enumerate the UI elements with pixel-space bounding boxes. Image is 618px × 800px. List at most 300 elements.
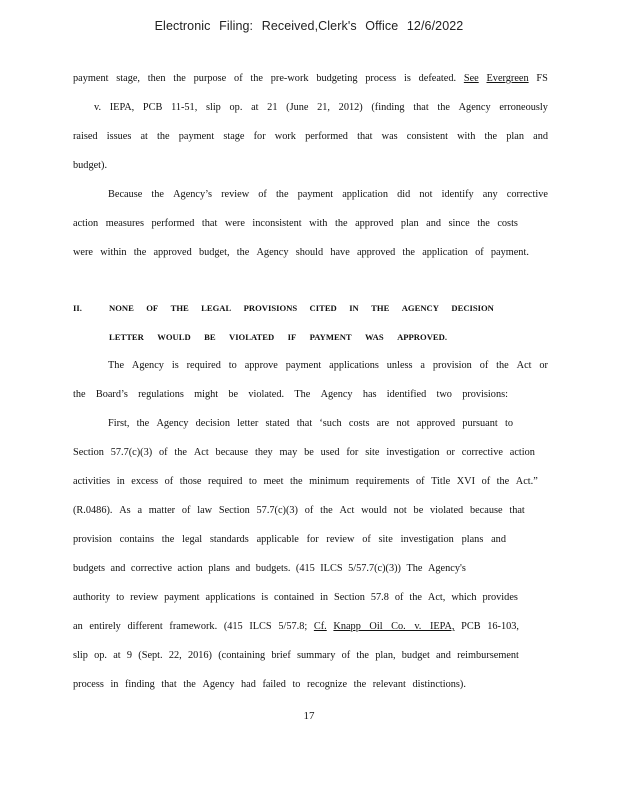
word: Section — [73, 447, 104, 458]
text-line — [73, 246, 529, 260]
word: was — [381, 131, 398, 142]
word: payment — [285, 360, 322, 371]
word: 57.7(c)(3) — [256, 505, 298, 516]
word: 9 — [126, 650, 133, 661]
word: not — [393, 505, 407, 516]
word: not — [419, 189, 433, 200]
word: the — [73, 389, 86, 400]
case-name: Knapp Oil Co. v. IEPA, — [333, 621, 455, 632]
word: AGENCY — [401, 303, 439, 313]
word: should — [295, 247, 324, 258]
word: approved — [416, 418, 456, 429]
word: activities — [73, 476, 111, 487]
filing-header: Electronic Filing: Received,Clerk's Office 12/6/2022 — [154, 19, 464, 33]
word: the — [484, 131, 498, 142]
word: the — [402, 247, 416, 258]
word: IF — [287, 332, 297, 342]
word: budgets. — [255, 563, 291, 574]
text-line — [73, 533, 506, 547]
word: stage — [223, 131, 245, 142]
word: be — [304, 447, 314, 458]
word: payment. — [490, 247, 529, 258]
word: did — [397, 189, 411, 200]
word: ILCS — [320, 563, 343, 574]
text-line — [73, 130, 548, 144]
word: and — [533, 131, 548, 142]
word: Agency — [256, 247, 289, 258]
word: regulations — [138, 389, 184, 400]
text-line — [73, 388, 508, 402]
word: application — [422, 247, 468, 258]
word: used — [320, 447, 340, 458]
word: might — [194, 389, 219, 400]
word: costs — [497, 218, 518, 229]
word: an — [73, 621, 83, 632]
word: THE — [170, 303, 189, 313]
word: violated. — [248, 389, 285, 400]
word: Board’s — [95, 389, 128, 400]
word: they — [254, 447, 273, 458]
word: v. — [94, 102, 102, 113]
word: inconsistent — [252, 218, 302, 229]
word: op. — [229, 102, 243, 113]
word: of — [362, 534, 371, 545]
word: of — [479, 360, 489, 371]
word: approved — [355, 218, 394, 229]
word: meet — [263, 476, 284, 487]
word: for — [346, 447, 359, 458]
word: (415 — [223, 621, 243, 632]
text-line — [73, 591, 518, 605]
word: had — [241, 679, 256, 690]
word: Agency's — [427, 563, 466, 574]
word: of — [164, 476, 174, 487]
word: brief — [271, 650, 291, 661]
word: be — [413, 505, 424, 516]
word: action — [509, 447, 535, 458]
word: applicable — [256, 534, 299, 545]
word: stated — [265, 418, 290, 429]
word: 21 — [267, 102, 278, 113]
word: investigation — [400, 534, 454, 545]
word: the — [250, 73, 263, 84]
word: or — [539, 360, 548, 371]
word: VIOLATED — [229, 332, 275, 342]
word: the — [136, 418, 150, 429]
word: of — [181, 505, 191, 516]
word: different — [127, 621, 163, 632]
word: the — [174, 447, 188, 458]
word: that — [509, 505, 525, 516]
word: is — [403, 73, 411, 84]
word: payment — [178, 131, 215, 142]
word: provision — [432, 360, 472, 371]
word: As — [119, 505, 131, 516]
text-line — [108, 359, 548, 373]
word: Act — [193, 447, 209, 458]
word: in — [116, 476, 125, 487]
word: be — [228, 389, 239, 400]
word: those — [179, 476, 202, 487]
word: with — [309, 218, 328, 229]
word: payment — [164, 592, 200, 603]
word: budget — [401, 650, 430, 661]
word: the — [496, 360, 509, 371]
word: plan — [400, 218, 419, 229]
word: review — [130, 592, 159, 603]
word: letter — [237, 418, 259, 429]
word: within — [100, 247, 127, 258]
word: identified — [386, 389, 427, 400]
word: would — [361, 505, 387, 516]
word: (finding — [371, 102, 405, 113]
word: of — [475, 247, 484, 258]
word: APPROVED. — [397, 332, 447, 342]
word: 57.8 — [370, 592, 389, 603]
word: consistent — [406, 131, 448, 142]
word: Agency’s — [173, 189, 213, 200]
word: 57.7(c)(3) — [110, 447, 153, 458]
word: budget, — [198, 247, 230, 258]
word: ILCS — [249, 621, 272, 632]
word: required — [208, 476, 243, 487]
word: NONE — [109, 303, 134, 313]
word: Act.” — [515, 476, 538, 487]
document-body — [73, 72, 548, 702]
word: in — [320, 592, 329, 603]
word: (R.0486). — [73, 505, 113, 516]
word: of — [341, 650, 351, 661]
word: of — [304, 505, 314, 516]
section-heading-row-1 — [109, 301, 494, 315]
word: WOULD — [157, 332, 191, 342]
word: any — [482, 189, 498, 200]
word: budgeting — [316, 73, 358, 84]
word: for — [253, 131, 266, 142]
word: or — [446, 447, 455, 458]
word: of — [159, 447, 168, 458]
word: that — [357, 131, 373, 142]
word: and — [491, 534, 506, 545]
word: is — [261, 592, 269, 603]
word: ‘such — [319, 418, 342, 429]
word: a — [137, 505, 143, 516]
citation-signal: See — [463, 73, 479, 84]
word: distinctions). — [412, 679, 466, 690]
word: at — [140, 131, 148, 142]
word: the — [334, 218, 348, 229]
word: and — [110, 563, 126, 574]
word: plans — [461, 534, 484, 545]
word: The — [294, 389, 311, 400]
word: the — [320, 505, 333, 516]
word: because — [215, 447, 249, 458]
word: pursuant — [462, 418, 498, 429]
word: PCB — [142, 102, 163, 113]
word: the — [437, 102, 450, 113]
word: site — [365, 447, 380, 458]
word: (June — [286, 102, 309, 113]
word: decision — [195, 418, 230, 429]
word: provides — [482, 592, 518, 603]
word: Act, — [427, 592, 446, 603]
word: of — [415, 476, 425, 487]
word: in — [110, 679, 119, 690]
text-line — [73, 446, 535, 460]
text-line — [73, 504, 525, 518]
word: plans — [208, 563, 230, 574]
word: contains — [119, 534, 154, 545]
text-line — [73, 475, 538, 489]
word: approved — [153, 247, 192, 258]
word: approved — [356, 247, 396, 258]
section-heading-row-2 — [109, 330, 447, 344]
section-number: II. — [73, 303, 82, 313]
word: corrective — [506, 189, 548, 200]
word: reimbursement — [457, 650, 519, 661]
word: work — [274, 131, 296, 142]
text-span: budget). — [73, 160, 108, 171]
word: payment — [73, 73, 109, 84]
word: and — [436, 650, 451, 661]
word: process — [73, 679, 104, 690]
word: OF — [146, 303, 159, 313]
word: Act — [339, 505, 355, 516]
word: Because — [108, 189, 143, 200]
word: payment — [297, 189, 334, 200]
word: CITED — [309, 303, 337, 313]
word: the — [183, 679, 196, 690]
word: The — [406, 563, 423, 574]
word: unless — [386, 360, 413, 371]
text-line — [73, 562, 466, 576]
word: action — [177, 563, 203, 574]
text-line — [73, 620, 519, 634]
word: of — [394, 592, 404, 603]
word: of — [258, 189, 267, 200]
page-number: 17 — [303, 710, 315, 722]
word: defeated. — [418, 73, 457, 84]
word: purpose — [193, 73, 227, 84]
word: the — [353, 679, 367, 690]
word: Title — [431, 476, 451, 487]
text-line — [94, 101, 548, 115]
word: (containing — [218, 650, 266, 661]
word: approve — [244, 360, 278, 371]
word: has — [362, 389, 377, 400]
word: Agency — [131, 360, 164, 371]
word: (Sept. — [138, 650, 163, 661]
word: then — [147, 73, 166, 84]
word: site — [378, 534, 393, 545]
word: the — [151, 189, 165, 200]
word: pre-work — [270, 73, 309, 84]
word: the — [356, 650, 369, 661]
word: Agency — [320, 389, 353, 400]
word: slip — [205, 102, 221, 113]
word: with — [457, 131, 476, 142]
word: to — [504, 418, 513, 429]
word: the — [173, 73, 186, 84]
word: minimum — [309, 476, 350, 487]
word: Agency — [202, 679, 235, 690]
word: PCB — [461, 621, 481, 632]
word: the — [161, 534, 175, 545]
word: and — [426, 218, 442, 229]
word: the — [409, 592, 422, 603]
word: the — [496, 476, 510, 487]
word: performed — [305, 131, 348, 142]
word: for — [306, 534, 319, 545]
word: since — [448, 218, 470, 229]
word: Section — [334, 592, 365, 603]
word: DECISION — [451, 303, 494, 313]
word: the — [275, 189, 289, 200]
word: review — [326, 534, 355, 545]
word: IN — [349, 303, 359, 313]
word: a — [420, 360, 425, 371]
word: 16-103, — [487, 621, 519, 632]
word: plan, — [375, 650, 396, 661]
word: corrective — [461, 447, 503, 458]
word: have — [330, 247, 350, 258]
word: Agency — [156, 418, 189, 429]
word: to — [228, 360, 237, 371]
word: law — [197, 505, 213, 516]
word: at — [251, 102, 259, 113]
word: investigation — [386, 447, 440, 458]
word: may — [279, 447, 298, 458]
word: costs — [348, 418, 370, 429]
word: LEGAL — [201, 303, 232, 313]
word: summary — [297, 650, 336, 661]
text-line — [108, 188, 548, 202]
text-line — [73, 678, 466, 692]
word: standards — [209, 534, 249, 545]
word: of — [481, 476, 491, 487]
word: identify — [441, 189, 474, 200]
word: PROVISIONS — [243, 303, 298, 313]
word: the — [477, 218, 490, 229]
word: BE — [204, 332, 216, 342]
word: the — [236, 247, 250, 258]
word: were — [224, 218, 245, 229]
word: because — [469, 505, 503, 516]
word: authority — [73, 592, 111, 603]
word: contained — [274, 592, 315, 603]
word: failed — [262, 679, 286, 690]
word: THE — [371, 303, 390, 313]
word: Agency — [458, 102, 491, 113]
word: the — [289, 476, 303, 487]
word: requirements — [355, 476, 410, 487]
case-name: Evergreen — [486, 73, 529, 84]
word: provisions: — [462, 389, 508, 400]
word: and — [235, 563, 251, 574]
word: which — [451, 592, 477, 603]
word: violated — [430, 505, 464, 516]
word: First, — [108, 418, 130, 429]
word: matter — [148, 505, 176, 516]
word: budgets — [73, 563, 106, 574]
word: applications — [329, 360, 379, 371]
word: the — [157, 131, 170, 142]
word: 21, — [317, 102, 330, 113]
word: raised — [73, 131, 98, 142]
word: Act — [516, 360, 532, 371]
word: WAS — [365, 332, 384, 342]
word: provision — [73, 534, 112, 545]
word: stage, — [116, 73, 140, 84]
word: to — [116, 592, 125, 603]
word: erroneously — [499, 102, 548, 113]
text-line — [108, 417, 513, 431]
word: two — [436, 389, 452, 400]
word: 22, — [168, 650, 182, 661]
word: corrective — [130, 563, 173, 574]
word: legal — [182, 534, 203, 545]
word: measures — [105, 218, 144, 229]
word: The — [108, 360, 125, 371]
word: excess — [131, 476, 159, 487]
word: finding — [125, 679, 155, 690]
word: required — [186, 360, 221, 371]
word: 5/57.7(c)(3)) — [348, 563, 401, 574]
text-line — [73, 217, 518, 231]
text-line — [73, 159, 548, 173]
citation-signal: Cf. — [313, 621, 327, 632]
word: the — [133, 247, 147, 258]
word: relevant — [372, 679, 406, 690]
text-line — [73, 72, 548, 86]
word: were — [73, 247, 94, 258]
word: XVI — [456, 476, 476, 487]
word: 2012) — [338, 102, 363, 113]
word: to — [248, 476, 257, 487]
word: framework. — [169, 621, 218, 632]
word: 2016) — [187, 650, 212, 661]
word: recognize — [307, 679, 348, 690]
text-line — [73, 649, 519, 663]
word: to — [292, 679, 301, 690]
word: application — [342, 189, 388, 200]
word: that — [296, 418, 313, 429]
word: (415 — [295, 563, 315, 574]
word: of — [234, 73, 243, 84]
word: not — [396, 418, 410, 429]
word: at — [113, 650, 121, 661]
word: plan — [506, 131, 524, 142]
word: LETTER — [109, 332, 144, 342]
word: process — [365, 73, 397, 84]
word: that — [161, 679, 177, 690]
word: Section — [218, 505, 250, 516]
word: IEPA, — [109, 102, 135, 113]
word: slip — [73, 650, 88, 661]
word: entirely — [89, 621, 121, 632]
word: that — [413, 102, 429, 113]
word: issues — [106, 131, 132, 142]
word: is — [171, 360, 179, 371]
case-name-tail: FS — [536, 73, 548, 84]
word: applications — [205, 592, 256, 603]
word: 11-51, — [171, 102, 198, 113]
word: action — [73, 218, 99, 229]
word: PAYMENT — [309, 332, 352, 342]
word: are — [376, 418, 390, 429]
word: performed — [151, 218, 195, 229]
word: op. — [94, 650, 107, 661]
